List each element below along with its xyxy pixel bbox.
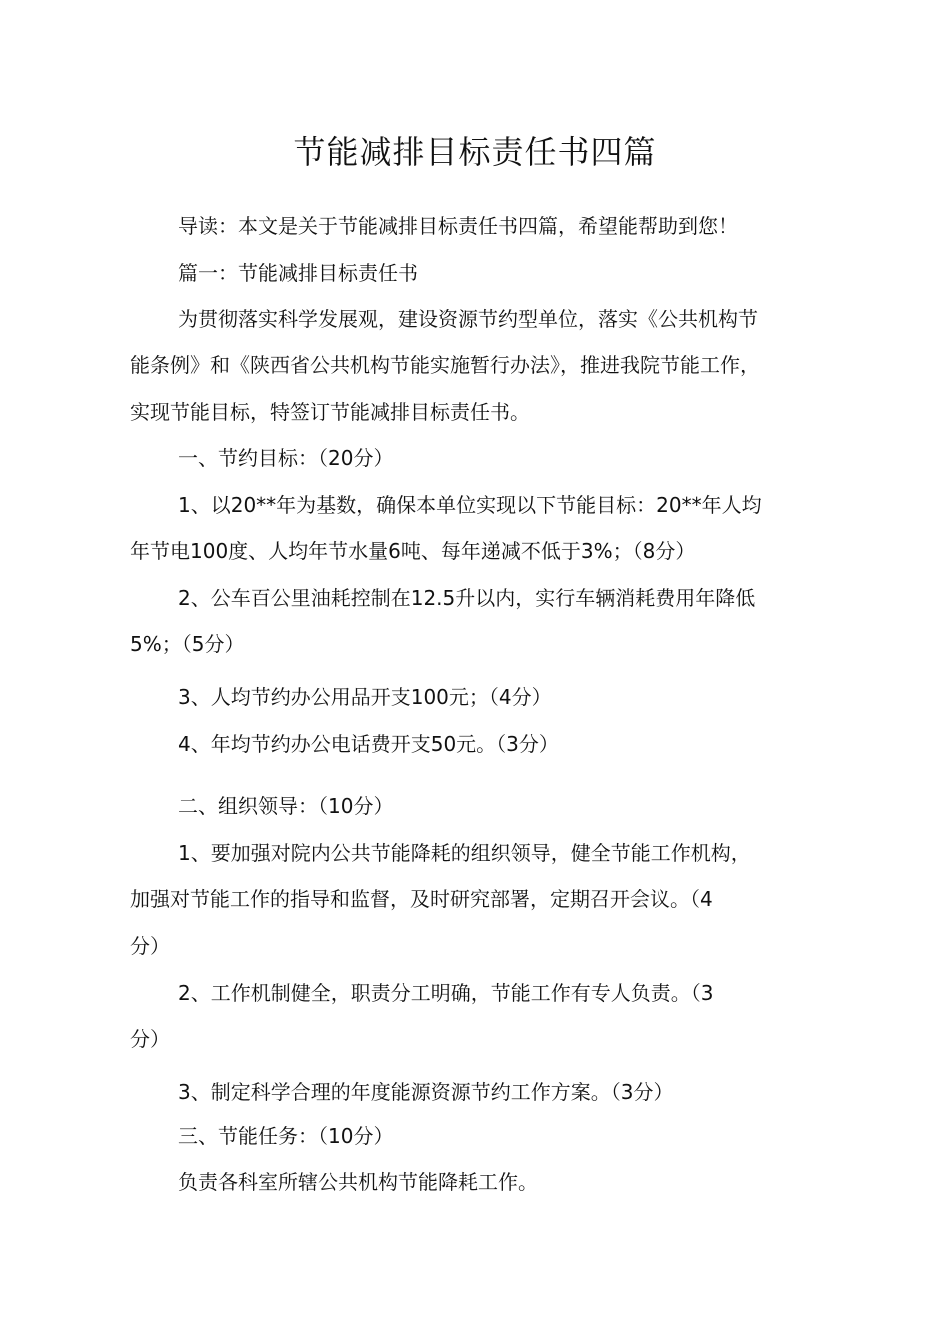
part2-item2-line-2: 分）: [130, 1027, 170, 1051]
intro-text: 导读：本文是关于节能减排目标责任书四篇，希望能帮助到您！: [178, 214, 738, 238]
part1-item1-line-2: 年节电100度、人均年节水量6吨、每年递减不低于3%；（8分）: [130, 539, 696, 563]
part1-item4: 4、年均节约办公电话费开支50元。（3分）: [178, 732, 559, 756]
preamble-line-2: 能条例》和《陕西省公共机构节能实施暂行办法》，推进我院节能工作，: [130, 353, 760, 377]
document-title: 节能减排目标责任书四篇: [293, 133, 657, 171]
part1-heading: 一、节约目标：（20分）: [178, 446, 394, 470]
preamble-line-3: 实现节能目标，特签订节能减排目标责任书。: [130, 400, 530, 424]
part2-item1-line-2: 加强对节能工作的指导和监督，及时研究部署，定期召开会议。（4: [130, 887, 713, 911]
part2-item1-line-3: 分）: [130, 934, 170, 958]
part2-item3: 3、制定科学合理的年度能源资源节约工作方案。（3分）: [178, 1080, 674, 1104]
part3-body: 负责各科室所辖公共机构节能降耗工作。: [178, 1170, 538, 1194]
part1-item3: 3、人均节约办公用品开支100元；（4分）: [178, 685, 552, 709]
part1-item1-line-1: 1、以20**年为基数，确保本单位实现以下节能目标：20**年人均: [178, 493, 762, 517]
part2-item1-line-1: 1、要加强对院内公共节能降耗的组织领导，健全节能工作机构，: [178, 841, 751, 865]
preamble-line-1: 为贯彻落实科学发展观，建设资源节约型单位，落实《公共机构节: [178, 307, 758, 331]
section-heading: 篇一：节能减排目标责任书: [178, 261, 418, 285]
part3-heading: 三、节能任务：（10分）: [178, 1124, 394, 1148]
part2-heading: 二、组织领导：（10分）: [178, 794, 394, 818]
part1-item2-line-1: 2、公车百公里油耗控制在12.5升以内，实行车辆消耗费用年降低: [178, 586, 756, 610]
part2-item2-line-1: 2、工作机制健全，职责分工明确，节能工作有专人负责。（3: [178, 981, 714, 1005]
part1-item2-line-2: 5%；（5分）: [130, 632, 245, 656]
